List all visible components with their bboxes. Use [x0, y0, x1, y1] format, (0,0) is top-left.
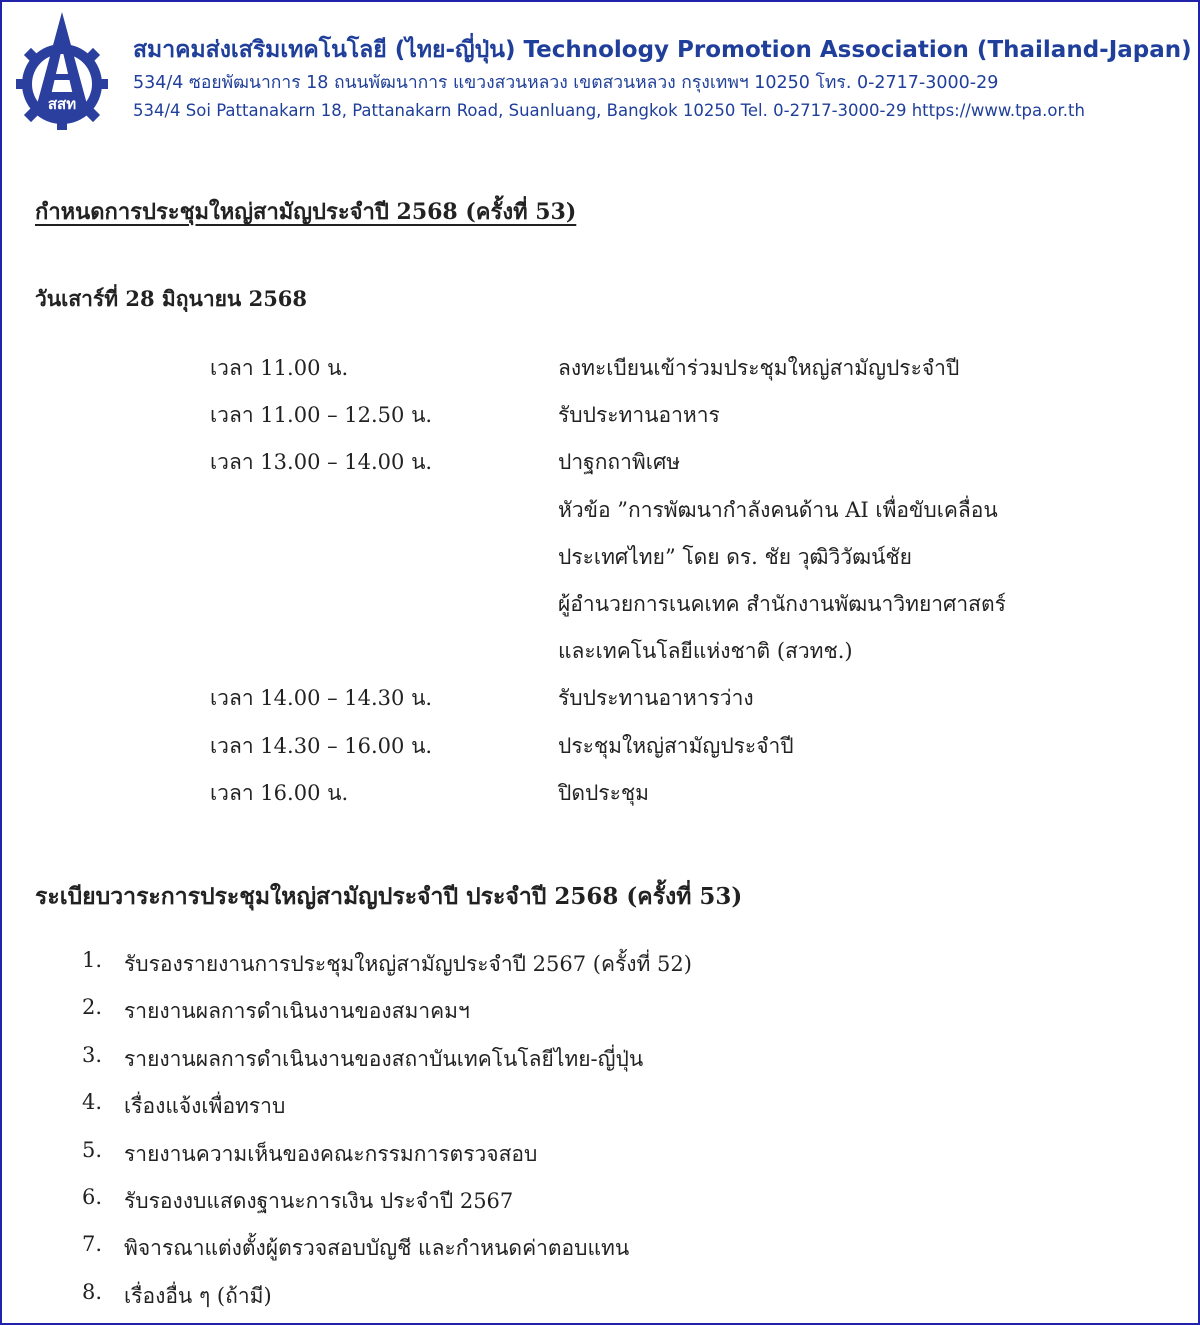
schedule-description: รับประทานอาหารว่าง [558, 686, 754, 711]
schedule-description: ประเทศไทย” โดย ดร. ชัย วุฒิวิวัฒน์ชัย [558, 544, 912, 569]
schedule-description: ประชุมใหญ่สามัญประจำปี [558, 733, 794, 758]
agenda-item-number: 2. [82, 995, 103, 1020]
schedule-time: เวลา 11.00 น. [210, 356, 349, 380]
agenda-item-number: 6. [82, 1185, 103, 1209]
meeting-title: กำหนดการประชุมใหญ่สามัญประจำปี 2568 (ครั้งที่ 53) [35, 199, 577, 225]
agenda-item-number: 5. [82, 1137, 103, 1162]
organization-name: สมาคมส่งเสริมเทคโนโลยี (ไทย-ญี่ปุ่น) Technology Promotion Association (Thailand-Japan) [133, 37, 1192, 63]
schedule-time: เวลา 14.00 – 14.30 น. [210, 686, 433, 711]
agenda-item-text: เรื่องอื่น ๆ (ถ้ามี) [124, 1283, 272, 1308]
agenda-item-text: รายงานผลการดำเนินงานของสมาคมฯ [124, 999, 470, 1024]
agenda-item-text: รายงานผลการดำเนินงานของสถาบันเทคโนโลยีไทย-ญี่ปุ่น [124, 1046, 644, 1071]
schedule-description: ปาฐกถาพิเศษ [558, 450, 681, 475]
schedule-description: ลงทะเบียนเข้าร่วมประชุมใหญ่สามัญประจำปี [558, 356, 960, 380]
schedule-time: เวลา 16.00 น. [210, 780, 349, 805]
schedule-description: ปิดประชุม [558, 780, 649, 805]
agenda-item-text: รายงานความเห็นของคณะกรรมการตรวจสอบ [124, 1141, 538, 1166]
association-logo [10, 8, 114, 132]
schedule-description: และเทคโนโลยีแห่งชาติ (สวทช.) [558, 639, 853, 664]
agenda-item-number: 7. [82, 1232, 103, 1257]
agenda-item-text: เรื่องแจ้งเพื่อทราบ [124, 1094, 286, 1119]
agenda-item-number: 8. [82, 1279, 103, 1304]
address-thai: 534/4 ซอยพัฒนาการ 18 ถนนพัฒนาการ แขวงสวนหลวง เขตสวนหลวง กรุงเทพฯ 10250 โทร. 0-2717-3000-29 [133, 73, 999, 93]
agenda-item-text: รับรองงบแสดงฐานะการเงิน ประจำปี 2567 [124, 1189, 514, 1213]
schedule-time: เวลา 13.00 – 14.00 น. [210, 450, 433, 475]
agenda-title: ระเบียบวาระการประชุมใหญ่สามัญประจำปี ประจำปี 2568 (ครั้งที่ 53) [35, 883, 743, 910]
agenda-item-text: พิจารณาแต่งตั้งผู้ตรวจสอบบัญชี และกำหนดค่าตอบแทน [124, 1236, 630, 1261]
schedule-time: เวลา 14.30 – 16.00 น. [210, 733, 433, 758]
schedule-description: ผู้อำนวยการเนคเทค สำนักงานพัฒนาวิทยาศาสตร์ [558, 592, 1006, 616]
schedule-description: หัวข้อ ”การพัฒนากำลังคนด้าน AI เพื่อขับเคลื่อน [558, 497, 998, 522]
agenda-item-number: 3. [82, 1042, 103, 1067]
logo-lettering: สสท [47, 95, 77, 113]
meeting-date: วันเสาร์ที่ 28 มิถุนายน 2568 [35, 286, 308, 311]
agenda-item-number: 4. [82, 1090, 103, 1115]
schedule-time: เวลา 11.00 – 12.50 น. [210, 403, 433, 428]
agenda-item-number: 1. [82, 948, 103, 972]
address-english: 534/4 Soi Pattanakarn 18, Pattanakarn Road, Suanluang, Bangkok 10250 Tel. 0-2717-3000-29 https://www.tpa.or.th [133, 101, 1085, 120]
schedule-description: รับประทานอาหาร [558, 403, 720, 428]
agenda-item-text: รับรองรายงานการประชุมใหญ่สามัญประจำปี 2567 (ครั้งที่ 52) [124, 952, 692, 976]
